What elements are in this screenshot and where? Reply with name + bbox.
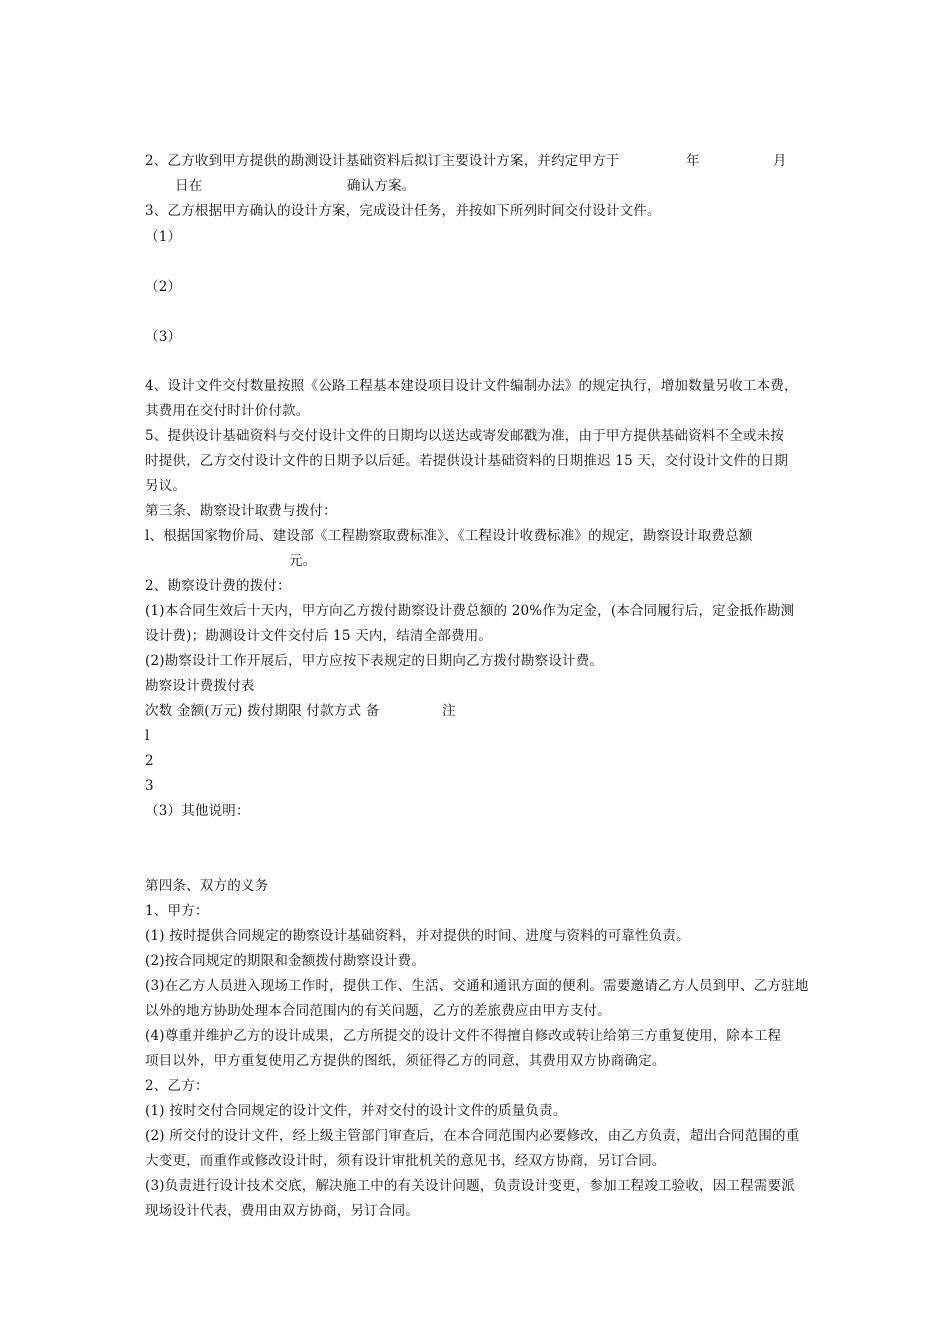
s5-line3: 另议。 (145, 478, 187, 494)
art4-party-b: 2、乙方： (145, 1078, 209, 1094)
art4-b2-line2: 大变更，而重作或修改设计时，须有设计审批机关的意见书，经双方协商，另订合同。 (145, 1153, 666, 1169)
table-header-tail: 注 (442, 703, 456, 719)
art4-a3-line1: (3)在乙方人员进入现场工作时，提供工作、生活、交通和通讯方面的便利。需要邀请乙方人员到甲、乙方驻地 (145, 978, 809, 994)
art4-b1: (1) 按时交付合同规定的设计文件，并对交付的设计文件的质量负责。 (145, 1103, 567, 1119)
s2-year-label: 年 (686, 153, 700, 169)
item-2: （2） (145, 279, 182, 295)
s3-paragraph: 3、乙方根据甲方确认的设计方案，完成设计任务，并按如下所列时间交付设计文件。 (145, 203, 661, 219)
article3-title: 第三条、勘察设计取费与拨付： (145, 503, 337, 519)
s2-line1: 2、乙方收到甲方提供的勘测设计基础资料后拟订主要设计方案，并约定甲方于 (145, 153, 620, 169)
art3-p2-1-line2: 设计费)；勘测设计文件交付后 15 天内，结清全部费用。 (145, 628, 493, 644)
s2-confirm: 确认方案。 (347, 178, 416, 194)
s2-month-label: 月 (773, 153, 787, 169)
art4-a3-line2: 以外的地方协助处理本合同范围内的有关问题，乙方的差旅费应由甲方支付。 (145, 1003, 611, 1019)
s4-line1: 4、设计文件交付数量按照《公路工程基本建设项目设计文件编制办法》的规定执行，增加数量另收工本费， (145, 378, 798, 394)
item-3: （3） (145, 329, 182, 345)
art4-a1: (1) 按时提供合同规定的勘察设计基础资料，并对提供的时间、进度与资料的可靠性负责。 (145, 928, 690, 944)
art3-p2: 2、勘察设计费的拨付： (145, 578, 291, 594)
s4-line2: 其费用在交付时计价付款。 (145, 403, 310, 419)
item-1: （1） (145, 229, 182, 245)
table-header: 次数 金额(万元) 拨付期限 付款方式 备 (145, 703, 380, 719)
art3-p1-line2: 元。 (289, 553, 317, 569)
art4-b3-line2: 现场设计代表，费用由双方协商，另订合同。 (145, 1203, 419, 1219)
art4-party-a: 1、甲方： (145, 903, 209, 919)
s5-line2: 时提供，乙方交付设计文件的日期予以后延。若提供设计基础资料的日期推迟 15 天，交付设计文件的日期 (145, 453, 789, 469)
art3-p2-1-line1: (1)本合同生效后十天内，甲方向乙方拨付勘察设计费总额的 20%作为定金，(本合同履行后，定金抵作勘测 (145, 603, 795, 619)
art4-b2-line1: (2) 所交付的设计文件，经上级主管部门审查后，在本合同范围内必要修改，由乙方负责，超出合同范围的重 (145, 1128, 800, 1144)
art4-b3-line1: (3)负责进行设计技术交底，解决施工中的有关设计问题，负责设计变更，参加工程竣工验收，因工程需要派 (145, 1178, 795, 1194)
art4-a2: (2)按合同规定的期限和金额拨付勘察设计费。 (145, 953, 426, 969)
art3-p1-line1: l、根据国家物价局、建设部《工程勘察取费标准》、《工程设计收费标准》的规定，勘察设计取费总额 (145, 528, 753, 544)
s2-day-label: 日在 (175, 178, 203, 194)
table-row-2: 2 (145, 753, 154, 769)
art4-a4-line2: 项目以外，甲方重复使用乙方提供的图纸，须征得乙方的同意，其费用双方协商确定。 (145, 1053, 666, 1069)
table-row-1: l (145, 728, 150, 744)
s5-line1: 5、提供设计基础资料与交付设计文件的日期均以送达或寄发邮戳为准，由于甲方提供基础资料不全或未按 (145, 428, 784, 444)
other-note: （3）其他说明： (145, 803, 250, 819)
table-title: 勘察设计费拨付表 (145, 678, 255, 694)
art3-p2-2: (2)勘察设计工作开展后，甲方应按下表规定的日期向乙方拨付勘察设计费。 (145, 653, 604, 669)
art4-a4-line1: (4)尊重并维护乙方的设计成果，乙方所提交的设计文件不得擅自修改或转让给第三方重复使用，除本工程 (145, 1028, 782, 1044)
article4-title: 第四条、双方的义务 (145, 878, 269, 894)
table-row-3: 3 (145, 778, 154, 794)
